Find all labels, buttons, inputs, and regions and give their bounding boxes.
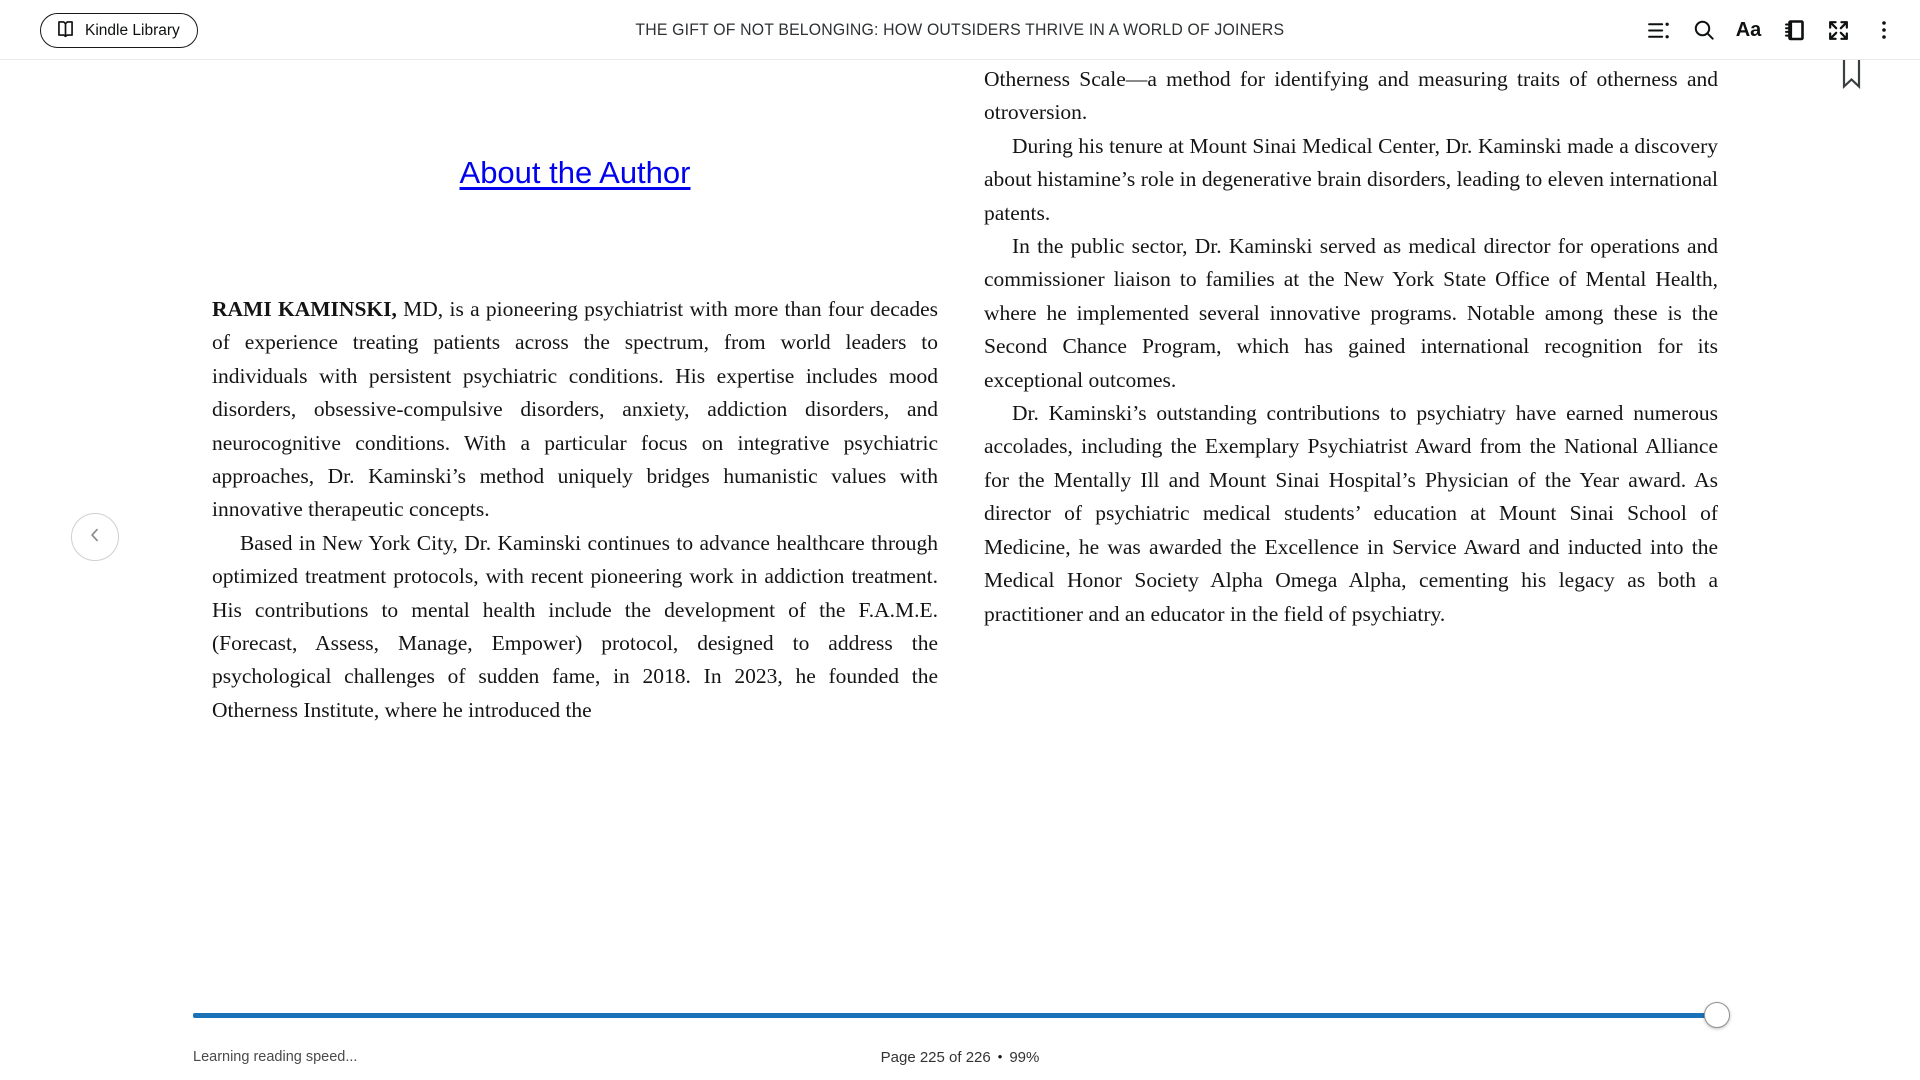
paragraph: Otherness Scale—a method for identifying and measuring traits of otherness and otroversion. bbox=[984, 67, 1718, 125]
paragraph: Dr. Kaminski’s outstanding contributions to psychiatry have earned numerous accolades, including the Exemplary Psychiatrist Award from the National Alliance for the Mentally Ill and Mount Sinai Hospital’s Physician of the Year award. As director of psychiatric medical students’ education at Mount Sinai School of Medicine, he was awarded the Excellence in Service Award and inducted into the Medical Honor Society Alpha Omega Alpha, cementing his legacy as both a practitioner and an educator in the field of psychiatry. bbox=[984, 401, 1718, 626]
book-title-bar bbox=[0, 0, 1920, 60]
more-menu-icon[interactable] bbox=[1861, 8, 1906, 52]
kindle-library-label: Kindle Library bbox=[85, 21, 180, 39]
separator-dot: • bbox=[997, 1049, 1003, 1064]
reading-speed-status: Learning reading speed... bbox=[193, 1049, 358, 1065]
toolbar-actions bbox=[1636, 0, 1906, 60]
paragraph bbox=[212, 293, 938, 527]
notebook-icon[interactable] bbox=[1771, 8, 1816, 52]
about-the-author-link[interactable]: About the Author bbox=[459, 155, 691, 190]
search-icon[interactable] bbox=[1681, 8, 1726, 52]
page-column-right bbox=[984, 63, 1718, 631]
progress-slider-handle[interactable] bbox=[1704, 1002, 1730, 1028]
bookmark-icon[interactable] bbox=[1842, 60, 1861, 89]
paragraph: Based in New York City, Dr. Kaminski continues to advance healthcare through optimized treatment protocols, with recent pioneering work in addiction treatment. His contributions to mental health include the development of the F.A.M.E. (Forecast, Assess, Manage, Empower) protocol, designed to address the psychological challenges of sudden fame, in 2018. In 2023, he founded the Otherness Institute, where he introduced the bbox=[212, 530, 938, 722]
paragraph: In the public sector, Dr. Kaminski served as medical director for operations and commissioner liaison to families at the New York State Office of Mental Health, where he implemented several innovative programs. Notable among these is the Second Chance Program, which has gained international recognition for its exceptional outcomes. bbox=[984, 234, 1718, 392]
reading-progress-slider[interactable] bbox=[193, 1012, 1732, 1018]
paragraph-text: MD, is a pioneering psychiatrist with more than four decades of experience treating patients across the spectrum, from world leaders to individuals with persistent psychiatric conditions. His expertise includes mood disorders, obsessive-compulsive disorders, anxiety, addiction disorders, and neurocognitive conditions. With a particular focus on integrative psychiatric approaches, Dr. Kaminski’s method uniquely bridges humanistic values with innovative therapeutic concepts. bbox=[212, 297, 938, 522]
previous-page-button[interactable] bbox=[71, 513, 119, 561]
book-title: THE GIFT OF NOT BELONGING: HOW OUTSIDERS THRIVE IN A WORLD OF JOINERS bbox=[635, 20, 1285, 39]
chevron-left-icon bbox=[85, 525, 105, 550]
font-settings-icon[interactable] bbox=[1726, 8, 1771, 52]
paragraph: During his tenure at Mount Sinai Medical Center, Dr. Kaminski made a discovery about histamine’s role in degenerative brain disorders, leading to eleven international patents. bbox=[984, 133, 1718, 225]
reader-toolbar bbox=[0, 0, 1920, 60]
notes-toc-icon[interactable] bbox=[1636, 8, 1681, 52]
font-settings-label: Aa bbox=[1735, 18, 1762, 41]
percent-read: 99% bbox=[1009, 1049, 1040, 1066]
author-name-lead: RAMI KAMINSKI, bbox=[212, 297, 397, 321]
page-number: Page 225 of 226 bbox=[880, 1049, 991, 1066]
fullscreen-icon[interactable] bbox=[1816, 8, 1861, 52]
page-column-left bbox=[212, 60, 938, 727]
progress-fill bbox=[193, 1013, 1717, 1018]
page-location-info bbox=[0, 1049, 1920, 1066]
